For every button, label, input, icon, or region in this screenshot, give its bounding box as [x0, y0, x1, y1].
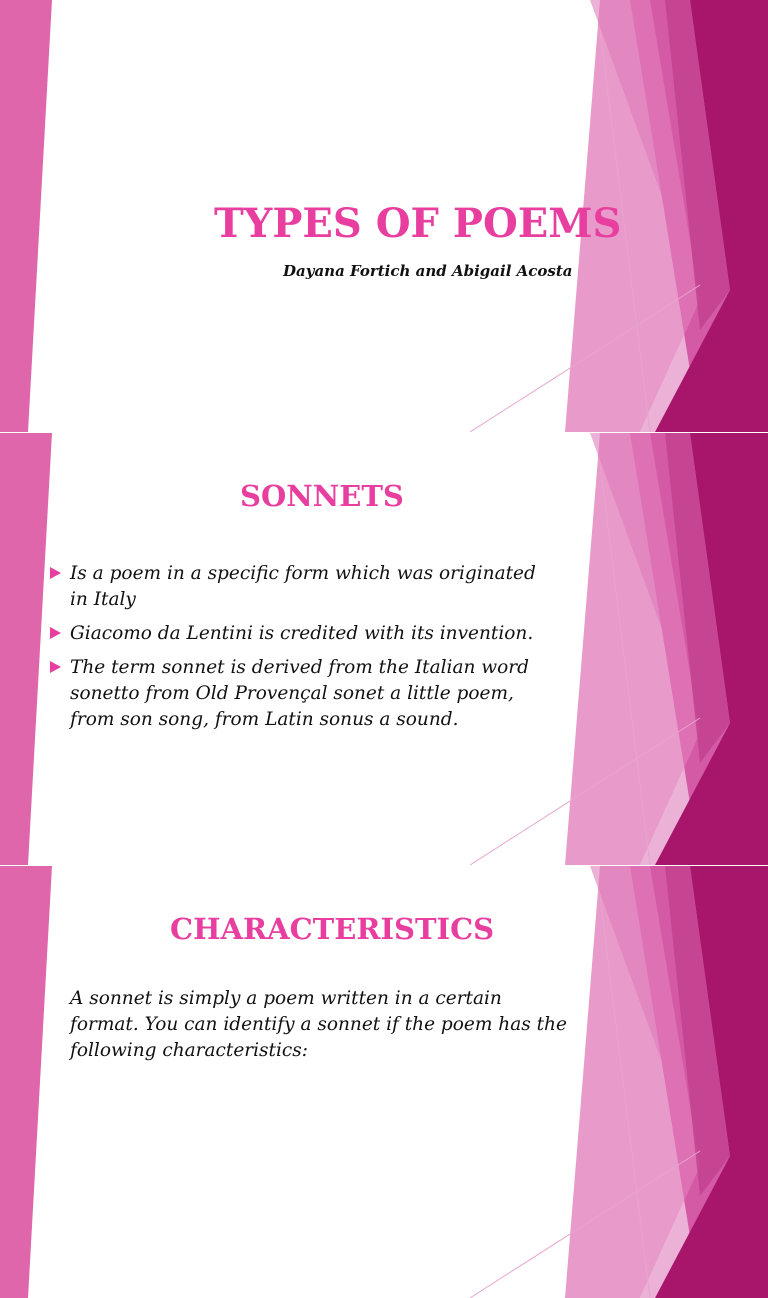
bullet-item — [50, 561, 550, 613]
bullet-text: The term sonnet is derived from the Italian word sonetto from Old Provençal sonet a little poem, from son song, from Latin sonus a sound. — [70, 657, 529, 730]
slide-2-bullet-list — [50, 561, 550, 741]
slide-3-title: CHARACTERISTICS — [170, 912, 495, 946]
bullet-text: Giacomo da Lentini is credited with its invention. — [70, 623, 534, 644]
slide-2 — [0, 433, 768, 865]
slide-1-subtitle: Dayana Fortich and Abigail Acosta — [283, 262, 573, 280]
slide-3-paragraph: A sonnet is simply a poem written in a certain format. You can identify a sonnet if the poem has the following characteristics: — [70, 988, 567, 1061]
triangle-bullet-icon — [50, 567, 61, 579]
slide-1 — [0, 0, 768, 432]
triangle-bullet-icon — [50, 661, 61, 673]
bullet-item — [50, 655, 550, 733]
slide-2-title: SONNETS — [240, 479, 404, 513]
bullet-text: Is a poem in a specific form which was originated in Italy — [70, 563, 536, 610]
slide-1-title: TYPES OF POEMS — [214, 200, 622, 247]
bullet-item — [50, 621, 550, 647]
slide-3 — [0, 866, 768, 1298]
triangle-bullet-icon — [50, 627, 61, 639]
